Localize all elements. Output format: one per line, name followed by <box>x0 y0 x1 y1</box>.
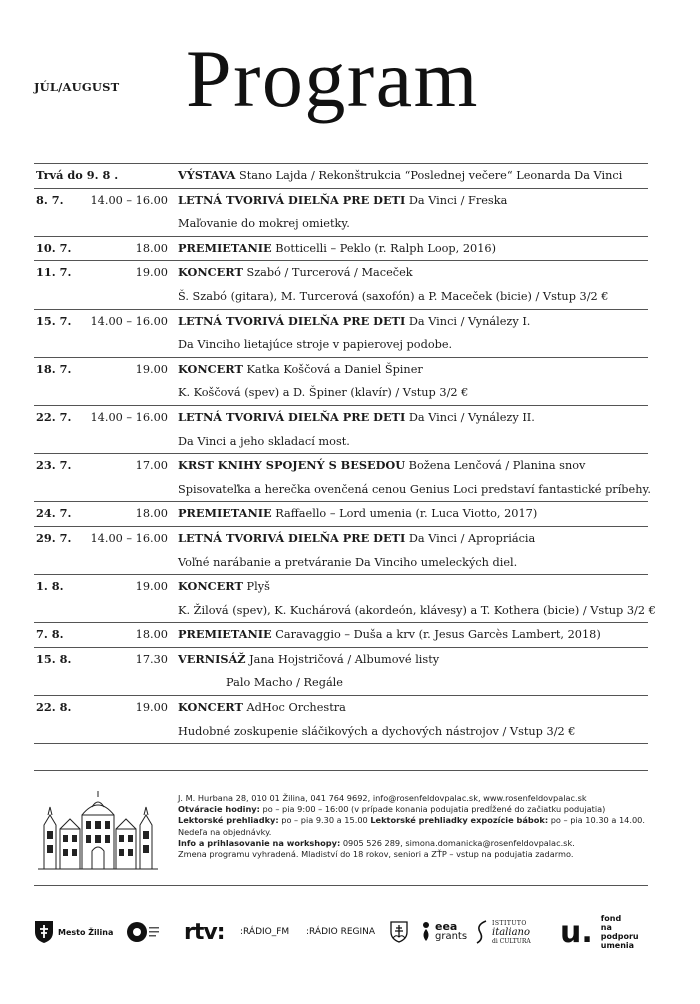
program-entry <box>34 358 648 406</box>
program-entry <box>34 696 648 744</box>
event-text: Š. Szabó (gitara), M. Turcerová (saxofón) a P. Maceček (bicie) / Vstup 3/2 € <box>178 289 609 303</box>
program-entry <box>34 454 651 502</box>
program-row <box>34 527 648 551</box>
program-row <box>34 575 648 599</box>
regional-emblem-icon <box>126 920 160 944</box>
event-date: 1. 8. <box>36 579 64 594</box>
event-type: KRST KNIHY SPOJENÝ S BESEDOU <box>178 458 406 473</box>
event-date: Trvá do 9. 8 . <box>36 168 119 182</box>
event-text: Plyš <box>242 580 270 594</box>
event-text: Da Vinciho lietajúce stroje v papierovej podobe. <box>178 338 453 352</box>
event-title <box>178 310 530 334</box>
event-date: 24. 7. <box>36 506 72 521</box>
rtv-logo: rtv: <box>184 919 225 945</box>
program-entry <box>34 623 648 648</box>
program-entry <box>34 164 648 189</box>
event-text: Caravaggio – Duša a krv (r. Jesus Garcès Lambert, 2018) <box>271 628 601 642</box>
program-row <box>34 189 648 213</box>
event-time: 14.00 – 16.00 <box>90 410 168 424</box>
event-text: Božena Lenčová / Planina snov <box>405 459 586 473</box>
event-time: 18.00 <box>135 507 168 521</box>
istituto-italiano-logo: ISTITUTO italiano di CULTURA <box>474 912 531 952</box>
fond-na-podporu-umenia-logo: u. fond na podporu umenia <box>560 914 639 950</box>
program-entry <box>34 237 648 262</box>
event-description <box>178 478 651 502</box>
program-row <box>34 671 648 695</box>
event-date: 8. 7. <box>36 192 64 207</box>
program-row <box>34 212 648 236</box>
program-row <box>34 454 648 478</box>
event-time: 19.00 <box>135 362 168 376</box>
istituto-swirl-icon <box>474 919 490 945</box>
partner-logos <box>34 904 648 960</box>
event-title <box>178 406 535 430</box>
program-row <box>34 358 648 382</box>
program-entry <box>34 189 648 237</box>
event-type: KONCERT <box>178 579 243 594</box>
program-row <box>34 164 648 188</box>
event-text: Da Vinci a jeho skladací most. <box>178 434 350 448</box>
event-description <box>178 430 350 454</box>
guided-tours: Lektorské prehliadky: po – pia 9.30 a 15.00 Lektorské prehliadky expozície bábok: po – pia 10.30 a 14.00. <box>178 815 645 826</box>
event-date: 22. 8. <box>36 700 72 715</box>
event-title <box>178 261 413 285</box>
event-description <box>178 599 656 623</box>
program-row <box>34 502 648 526</box>
event-time: 19.00 <box>135 701 168 715</box>
event-time: 19.00 <box>135 266 168 280</box>
event-text: Da Vinci / Freska <box>405 193 508 207</box>
event-time: 17.00 <box>135 459 168 473</box>
event-time: 14.00 – 16.00 <box>90 531 168 545</box>
event-date: 29. 7. <box>36 530 72 545</box>
program-entry <box>34 575 656 623</box>
slovak-coat-of-arms-icon <box>390 921 408 943</box>
program-row <box>34 333 648 357</box>
event-type: LETNÁ TVORIVÁ DIELŇA PRE DETI <box>178 192 406 207</box>
program-row <box>34 381 648 405</box>
program-entry <box>34 527 648 575</box>
program-row <box>34 599 656 623</box>
footer-info <box>34 770 648 886</box>
program-row <box>34 623 648 647</box>
event-time: 18.00 <box>135 628 168 642</box>
opening-hours: Otváracie hodiny: po – pia 9:00 – 16:00 (v prípade konania podujatia predĺžené do začiatku podujatia) <box>178 804 606 815</box>
event-type: KONCERT <box>178 361 243 376</box>
page-title: Program <box>186 33 479 124</box>
event-text: Katka Koščová a Daniel Špiner <box>242 362 423 376</box>
address: J. M. Hurbana 28, 010 01 Žilina, 041 764 9692, info@rosenfeldovpalac.sk, www.rosenfeldovpalac.sk <box>178 793 587 803</box>
event-text: Da Vinci / Apropriácia <box>405 531 536 545</box>
event-description <box>178 720 575 744</box>
program-row <box>34 237 648 261</box>
sunday-note: Nedeľa na objednávky. <box>178 826 272 837</box>
mesto-zilina-logo: Mesto Žilina <box>34 912 113 952</box>
program-entry <box>34 261 648 309</box>
event-text: Voľné narábanie a pretváranie Da Vinciho umeleckých diel. <box>178 555 518 569</box>
event-text: Hudobné zoskupenie sláčikových a dychových nástrojov / Vstup 3/2 € <box>178 724 576 738</box>
event-title <box>178 648 439 672</box>
slovak-emblem-logo <box>390 912 408 952</box>
event-time: 19.00 <box>135 580 168 594</box>
event-type: KONCERT <box>178 700 243 715</box>
program-entry <box>34 648 648 696</box>
workshop-info: Info a prihlasovanie na workshopy: 0905 526 289, simona.domanicka@rosenfeldovpalac.sk. <box>178 837 575 848</box>
event-title <box>178 164 622 188</box>
event-type: PREMIETANIE <box>178 506 272 521</box>
program-list <box>34 163 656 744</box>
event-type: PREMIETANIE <box>178 627 272 642</box>
eea-grants-icon <box>420 921 432 943</box>
event-text: Palo Macho / Regále <box>226 676 343 690</box>
contact-info <box>178 793 645 860</box>
event-text: Da Vinci / Vynálezy II. <box>405 410 535 424</box>
event-time: 14.00 – 16.00 <box>90 314 168 328</box>
event-title <box>178 575 270 599</box>
event-date: 10. 7. <box>36 240 72 255</box>
program-entry <box>34 502 648 527</box>
event-date: 18. 7. <box>36 361 72 376</box>
event-text: Da Vinci / Vynálezy I. <box>405 314 531 328</box>
event-date: 15. 8. <box>36 651 72 666</box>
event-date: 11. 7. <box>36 265 72 280</box>
program-entry <box>34 406 648 454</box>
program-row <box>34 406 648 430</box>
event-description <box>178 333 452 357</box>
regional-emblem-logo <box>126 912 160 952</box>
event-description <box>178 212 350 236</box>
eea-grants-logo: eea grants <box>420 912 467 952</box>
program-row <box>34 261 648 285</box>
program-row <box>34 720 648 744</box>
event-text: AdHoc Orchestra <box>242 701 346 715</box>
event-text: Szabó / Turcerová / Maceček <box>242 266 413 280</box>
radio-fm-logo: :RÁDIO_FM <box>240 927 290 937</box>
event-date: 22. 7. <box>36 409 72 424</box>
event-title <box>178 237 496 261</box>
event-title <box>178 696 346 720</box>
radio-regina-logo: :RÁDIO REGINA <box>306 927 376 937</box>
program-row <box>34 285 648 309</box>
event-type: LETNÁ TVORIVÁ DIELŇA PRE DETI <box>178 313 406 328</box>
event-date: 7. 8. <box>36 627 64 642</box>
event-type: VERNISÁŽ <box>178 651 246 666</box>
event-text: Botticelli – Peklo (r. Ralph Loop, 2016) <box>271 241 497 255</box>
event-description <box>178 381 468 405</box>
event-text: K. Koščová (spev) a D. Špiner (klavír) / Vstup 3/2 € <box>178 386 469 400</box>
event-description <box>178 285 608 309</box>
program-row <box>34 696 648 720</box>
event-description <box>226 671 343 695</box>
program-row <box>34 648 648 672</box>
event-title <box>178 527 535 551</box>
event-text: Stano Lajda / Rekonštrukcia “Poslednej večere“ Leonarda Da Vinci <box>235 169 623 182</box>
event-type: LETNÁ TVORIVÁ DIELŇA PRE DETI <box>178 530 406 545</box>
program-entry <box>34 310 648 358</box>
event-text: Spisovateľka a herečka ovenčená cenou Genius Loci predstaví fantastické príbehy. <box>178 482 651 496</box>
season-label: JÚL/AUGUST <box>34 80 120 94</box>
event-title <box>178 623 601 647</box>
event-title <box>178 358 423 382</box>
event-title <box>178 454 585 478</box>
event-text: Maľovanie do mokrej omietky. <box>178 217 350 231</box>
event-text: K. Žilová (spev), K. Kuchárová (akordeón, klávesy) a T. Kothera (bicie) / Vstup 3/2 € <box>178 603 656 617</box>
event-title <box>178 189 507 213</box>
event-date: 15. 7. <box>36 313 72 328</box>
coat-of-arms-icon <box>34 920 54 944</box>
event-type: LETNÁ TVORIVÁ DIELŇA PRE DETI <box>178 409 406 424</box>
event-type: PREMIETANIE <box>178 240 272 255</box>
palace-building-illustration <box>36 785 160 871</box>
program-row <box>34 551 648 575</box>
event-date: 23. 7. <box>36 458 72 473</box>
program-row <box>34 478 651 502</box>
event-description <box>178 551 517 575</box>
event-text: Raffaello – Lord umenia (r. Luca Viotto, 2017) <box>271 507 538 521</box>
program-row <box>34 430 648 454</box>
event-time: 18.00 <box>135 241 168 255</box>
event-time: 17.30 <box>135 652 168 666</box>
event-type: KONCERT <box>178 265 243 280</box>
event-text: Jana Hojstričová / Albumové listy <box>245 652 440 666</box>
admission-note: Zmena programu vyhradená. Mladiství do 18 rokov, seniori a ZŤP – vstup na podujatia zadarmo. <box>178 849 574 860</box>
event-time: 14.00 – 16.00 <box>90 193 168 207</box>
event-type: VÝSTAVA <box>178 168 236 182</box>
event-title <box>178 502 537 526</box>
program-row <box>34 310 648 334</box>
